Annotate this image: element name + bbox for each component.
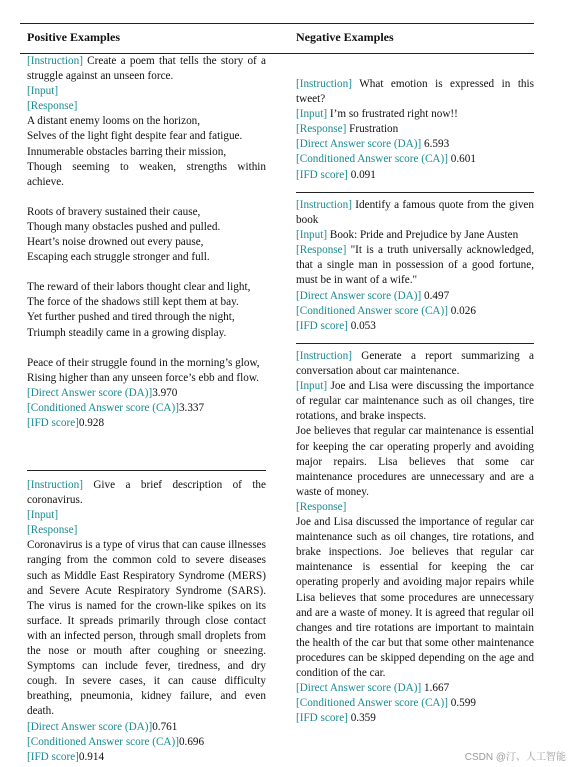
input-line: [Input] Joe and Lisa were discussing the importance of regular car maintenance such as oil changes, tire rotations, and brake inspects. bbox=[296, 380, 534, 423]
watermark: CSDN @汀、人工智能 bbox=[464, 752, 566, 763]
instruction-line: [Instruction] Give a brief description of the coronavirus. bbox=[27, 479, 266, 507]
da-score: [Direct Answer score (DA)]0.761 bbox=[27, 720, 178, 733]
ca-score: [Conditioned Answer score (CA)] 0.599 bbox=[296, 697, 476, 710]
positive-example-poem: [Instruction] Create a poem that tells the story of a struggle against an unseen force. [Input] [Response] A distant enemy looms on the horizon, Selves of the light fight despite fear and fatigue. Innumerable obstacles barring their mission, Though seeming to weaken, strengths within achieve. Roots of bravery sustained their cause, Though many obstacles pushed and pulled. Heart’s noise drowned out every pause, Escaping each struggle stronger and full. The reward of their labors thought clear and light, The force of the shadows still kept them at bay. Yet further pushed and tired through the night, Triumph steadily came in a growing display. Peace of their struggle found in the morning’s glow, Rising higher than any unseen force’s ebb and flow. [Direct Answer score (DA)]3.970 [Conditioned Answer score (CA)]3.337 [IFD score]0.928 bbox=[27, 54, 266, 431]
instruction-line: [Instruction] What emotion is expressed in this tweet? bbox=[296, 78, 534, 106]
response-label: [Response] bbox=[27, 524, 78, 537]
response-text: Joe and Lisa discussed the importance of regular car maintenance such as oil changes, tire rotations, and brake inspections. Joe believes that regular car maintenance is essential for keeping the car operating properly and avoiding major repairs while Lisa believes that some procedures are unnecessary and are a waste of money. It is agreed that regular oil changes and tire rotations are important to maintain the health of the car but that some other maintenance procedures can be skipped depending on the age and condition of the car. bbox=[296, 516, 534, 679]
input-label: [Input] bbox=[27, 509, 59, 522]
ifd-score: [IFD score]0.928 bbox=[27, 416, 105, 429]
right-divider-2 bbox=[296, 343, 534, 344]
input-line: [Input] I’m so frustrated right now!! bbox=[296, 108, 458, 121]
instruction-line: [Instruction] Create a poem that tells the story of a struggle against an unseen force. bbox=[27, 55, 266, 83]
ca-score: [Conditioned Answer score (CA)] 0.026 bbox=[296, 304, 476, 317]
ca-score: [Conditioned Answer score (CA)] 0.601 bbox=[296, 153, 476, 166]
ifd-score: [IFD score]0.914 bbox=[27, 750, 105, 763]
negative-examples-header: Negative Examples bbox=[296, 30, 394, 44]
response-label: [Response] bbox=[296, 500, 347, 513]
da-score: [Direct Answer score (DA)] 6.593 bbox=[296, 138, 450, 151]
response-label: [Response] bbox=[27, 100, 78, 113]
da-score: [Direct Answer score (DA)] 1.667 bbox=[296, 682, 450, 695]
ifd-score: [IFD score] 0.359 bbox=[296, 712, 376, 725]
positive-example-coronavirus bbox=[27, 478, 266, 765]
table-top-rule bbox=[20, 23, 534, 24]
da-score: [Direct Answer score (DA)]3.970 bbox=[27, 386, 178, 399]
input-paragraph-2: Joe believes that regular car maintenance is essential for keeping the car operating properly and avoiding major repairs. Lisa believes that some car maintenance procedures are unnecessary and are a waste of money. bbox=[296, 425, 534, 498]
ca-score: [Conditioned Answer score (CA)]3.337 bbox=[27, 401, 205, 414]
negative-example-car-maintenance bbox=[296, 349, 534, 726]
response-line: [Response] Frustration bbox=[296, 123, 399, 136]
ifd-score: [IFD score] 0.091 bbox=[296, 168, 376, 181]
instruction-line: [Instruction] Identify a famous quote from the given book bbox=[296, 199, 534, 227]
negative-example-tweet bbox=[296, 77, 534, 183]
instruction-line: [Instruction] Generate a report summarizing a conversation about car maintenance. bbox=[296, 350, 534, 378]
input-line: [Input] Book: Pride and Prejudice by Jane Austen bbox=[296, 229, 519, 242]
input-label: [Input] bbox=[27, 85, 59, 98]
response-text: Coronavirus is a type of virus that can cause illnesses ranging from the common cold to severe diseases such as Middle East Respiratory Syndrome (MERS) and Severe Acute Respiratory Syndrome (SARS). The virus is named for the crown-like spikes on its surface. It spreads primarily through close contact with an infected person, through small droplets from the nose or mouth after coughing or sneezing. Symptoms can include fever, tiredness, and dry cough. In severe cases, it can cause difficulty breathing, pneumonia, kidney failure, and even death. bbox=[27, 539, 266, 718]
da-score: [Direct Answer score (DA)] 0.497 bbox=[296, 289, 450, 302]
response-line: [Response] "It is a truth universally acknowledged, that a single man in possession of a good fortune, must be in want of a wife." bbox=[296, 244, 534, 287]
ifd-score: [IFD score] 0.053 bbox=[296, 319, 376, 332]
positive-examples-header: Positive Examples bbox=[27, 30, 120, 44]
ca-score: [Conditioned Answer score (CA)]0.696 bbox=[27, 735, 205, 748]
right-divider-1 bbox=[296, 192, 534, 193]
negative-example-quote bbox=[296, 198, 534, 334]
left-divider-1 bbox=[27, 470, 266, 471]
